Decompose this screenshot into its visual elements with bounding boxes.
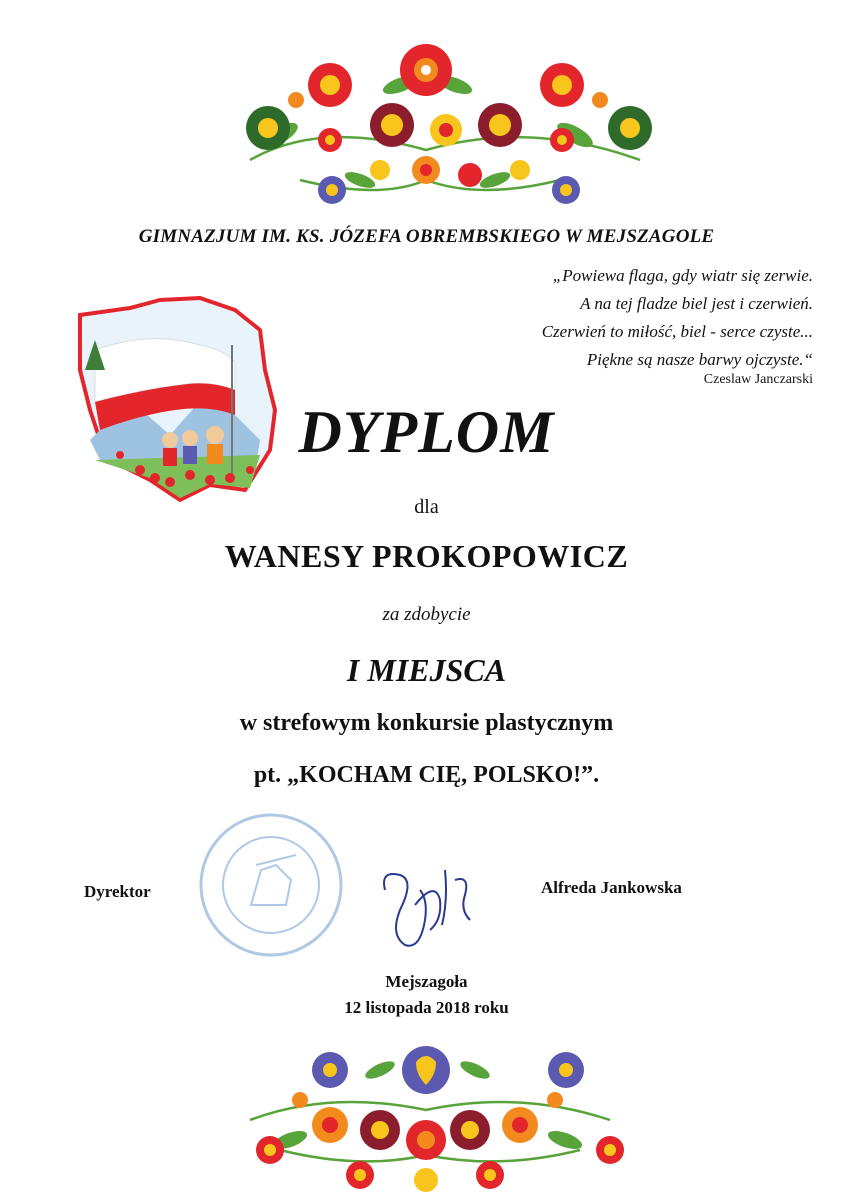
poem-line: „Powiewa flaga, gdy wiatr się zerwie. bbox=[552, 266, 813, 285]
director-role: Dyrektor bbox=[84, 882, 151, 901]
diploma-title: DYPLOM bbox=[298, 399, 555, 465]
school-name: GIMNAZJUM IM. KS. JÓZEFA OBREMBSKIEGO W MEJSZAGOLE bbox=[138, 226, 715, 247]
top-floral-ornament bbox=[0, 30, 853, 230]
poem-line: A na tej fladze biel jest i czerwień. bbox=[580, 294, 813, 313]
bottom-floral-ornament bbox=[0, 1030, 853, 1200]
poem-line: Czerwień to miłość, biel - serce czyste... bbox=[541, 322, 813, 341]
poem bbox=[373, 262, 813, 374]
poem-author: Czeslaw Janczarski bbox=[703, 372, 813, 387]
contest-description: w strefowym konkursie plastycznym bbox=[239, 710, 614, 736]
place-awarded: I MIEJSCA bbox=[346, 652, 507, 688]
achievement-label: za zdobycie bbox=[382, 604, 471, 625]
for-label: dla bbox=[414, 496, 439, 518]
contest-title: pt. „KOCHAM CIĘ, POLSKO!”. bbox=[253, 762, 600, 788]
director-signature bbox=[370, 850, 490, 960]
school-stamp bbox=[196, 810, 346, 960]
poem-line: Piękne są nasze barwy ojczyste.“ bbox=[586, 350, 813, 369]
director-name: Alfreda Jankowska bbox=[541, 878, 682, 897]
recipient-name: WANESY PROKOPOWICZ bbox=[224, 538, 629, 574]
location: Mejszagoła bbox=[385, 972, 468, 991]
date: 12 listopada 2018 roku bbox=[344, 998, 509, 1017]
